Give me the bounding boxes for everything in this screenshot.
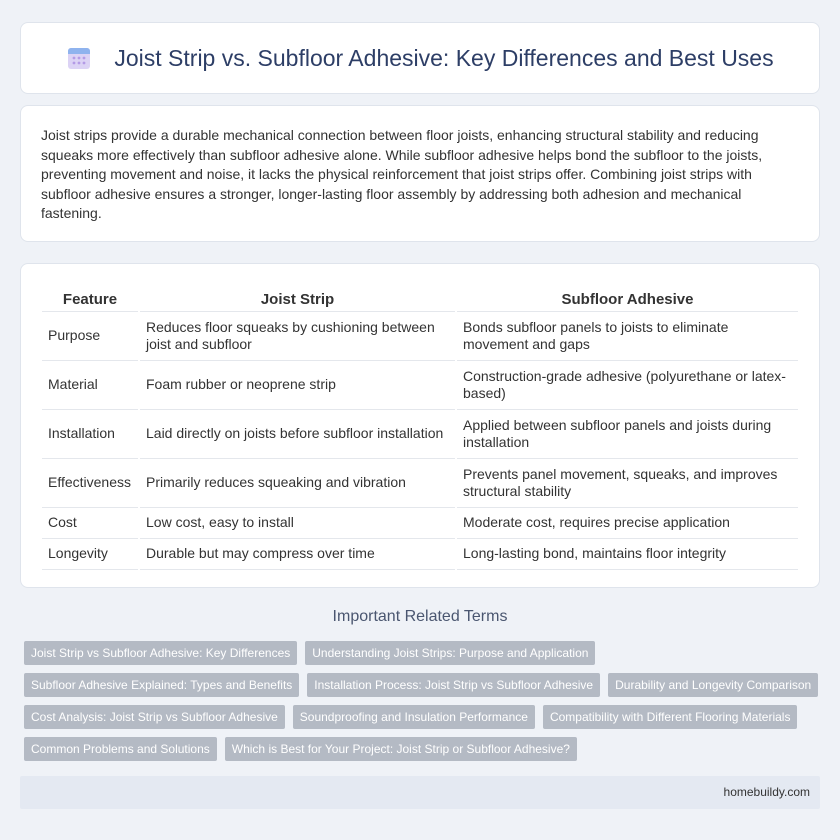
related-term-link[interactable]: Subfloor Adhesive Explained: Types and Benefits: [24, 673, 299, 697]
table-row: [42, 312, 798, 361]
header-feature: Feature: [42, 284, 138, 312]
comparison-table-card: [20, 263, 820, 588]
joist-strip-cell: Low cost, easy to install: [140, 508, 455, 539]
subfloor-adhesive-cell: Moderate cost, requires precise application: [457, 508, 798, 539]
joist-strip-cell: Laid directly on joists before subfloor installation: [140, 410, 455, 459]
related-term-link[interactable]: Installation Process: Joist Strip vs Subfloor Adhesive: [307, 673, 600, 697]
table-row: [42, 459, 798, 508]
subfloor-adhesive-cell: Construction-grade adhesive (polyurethane or latex-based): [457, 361, 798, 410]
table-row: [42, 410, 798, 459]
feature-cell: Cost: [42, 508, 138, 539]
feature-cell: Effectiveness: [42, 459, 138, 508]
subfloor-adhesive-cell: Applied between subfloor panels and joists during installation: [457, 410, 798, 459]
comparison-table: [40, 284, 800, 570]
intro-paragraph: Joist strips provide a durable mechanical connection between floor joists, enhancing structural stability and reducing squeaks more effectively than subfloor adhesive alone. While subfloor adhesive helps bond the subfloor to the joists, preventing movement and noise, it lacks the physical reinforcement that joist strips offer. Combining joist strips with subfloor adhesive ensures a stronger, longer-lasting floor assembly by addressing both adhesion and mechanical fastening.: [41, 127, 763, 222]
joist-strip-cell: Primarily reduces squeaking and vibration: [140, 459, 455, 508]
header-joist-strip: Joist Strip: [140, 284, 455, 312]
subfloor-adhesive-cell: Prevents panel movement, squeaks, and improves structural stability: [457, 459, 798, 508]
footer-site[interactable]: homebuildy.com: [723, 785, 810, 799]
table-row: [42, 508, 798, 539]
feature-cell: Purpose: [42, 312, 138, 361]
table-row: [42, 361, 798, 410]
intro-card: [20, 105, 820, 242]
header-subfloor-adhesive: Subfloor Adhesive: [457, 284, 798, 312]
related-terms-title: Important Related Terms: [332, 608, 508, 625]
related-term-link[interactable]: Durability and Longevity Comparison: [608, 673, 818, 697]
related-term-link[interactable]: Soundproofing and Insulation Performance: [293, 705, 535, 729]
related-term-link[interactable]: Understanding Joist Strips: Purpose and Application: [305, 641, 595, 665]
calendar-icon: [66, 45, 92, 71]
joist-strip-cell: Durable but may compress over time: [140, 539, 455, 570]
related-term-link[interactable]: Compatibility with Different Flooring Materials: [543, 705, 798, 729]
related-term-link[interactable]: Common Problems and Solutions: [24, 737, 217, 761]
feature-cell: Material: [42, 361, 138, 410]
related-term-link[interactable]: Cost Analysis: Joist Strip vs Subfloor Adhesive: [24, 705, 285, 729]
joist-strip-cell: Reduces floor squeaks by cushioning between joist and subfloor: [140, 312, 455, 361]
subfloor-adhesive-cell: Long-lasting bond, maintains floor integrity: [457, 539, 798, 570]
feature-cell: Longevity: [42, 539, 138, 570]
related-term-link[interactable]: Which is Best for Your Project: Joist Strip or Subfloor Adhesive?: [225, 737, 577, 761]
joist-strip-cell: Foam rubber or neoprene strip: [140, 361, 455, 410]
table-row: [42, 539, 798, 570]
related-term-link[interactable]: Joist Strip vs Subfloor Adhesive: Key Differences: [24, 641, 297, 665]
title-card: [20, 22, 820, 94]
feature-cell: Installation: [42, 410, 138, 459]
related-terms: [20, 641, 820, 769]
subfloor-adhesive-cell: Bonds subfloor panels to joists to eliminate movement and gaps: [457, 312, 798, 361]
page-title: Joist Strip vs. Subfloor Adhesive: Key Differences and Best Uses: [114, 44, 774, 71]
footer: [20, 776, 820, 809]
